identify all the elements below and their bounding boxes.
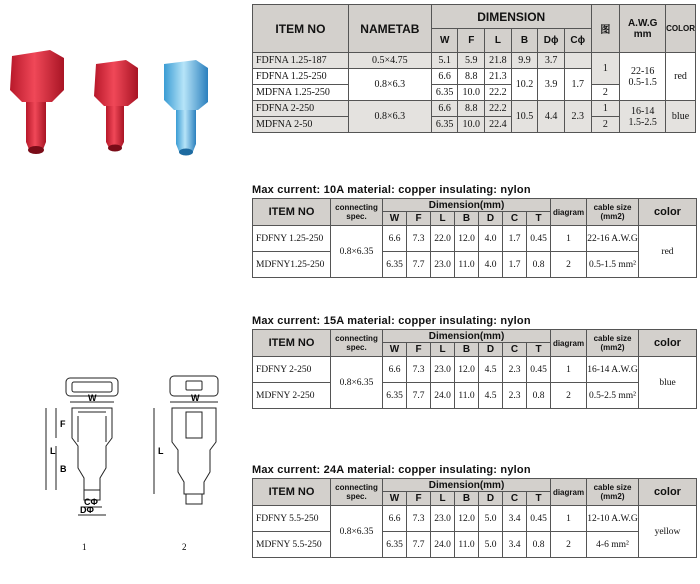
dim-w: 6.6 — [383, 506, 407, 532]
dim-b: 12.0 — [455, 506, 479, 532]
blue-connector — [164, 60, 208, 156]
dim-f: 7.3 — [407, 506, 431, 532]
header-spec: connecting spec. — [331, 479, 383, 506]
header-item-no: ITEM NO — [253, 199, 331, 226]
header-dimension: Dimension(mm) — [383, 330, 551, 343]
header-diagram: diagram — [551, 199, 587, 226]
item-no: MDFNY1.25-250 — [253, 252, 331, 278]
section-table — [252, 198, 697, 278]
diagram-2 — [154, 376, 218, 504]
col-w: W — [431, 29, 458, 53]
header-item-no: ITEM NO — [253, 479, 331, 506]
dim-l: 24.0 — [431, 532, 455, 558]
dim-b: 12.0 — [455, 357, 479, 383]
table-row — [253, 506, 697, 532]
table-row — [253, 357, 697, 383]
cable-size: 4-6 mm² — [587, 532, 639, 558]
color-value: yellow — [639, 506, 697, 558]
col-c: C — [503, 212, 527, 226]
diagram-label-1: 1 — [82, 542, 87, 552]
col-d: Dϕ — [538, 29, 565, 53]
header-nametab: NAMETAB — [348, 5, 431, 53]
dim-l-2: L — [158, 446, 164, 456]
section-caption: Max current: 24A material: copper insulating: nylon — [252, 464, 531, 476]
header-color: COLOR — [666, 5, 696, 53]
col-f: F — [407, 212, 431, 226]
col-l: L — [431, 492, 455, 506]
col-d: D — [479, 343, 503, 357]
col-w: W — [383, 343, 407, 357]
cable-size: 0.5-1.5 mm² — [587, 252, 639, 278]
col-b: B — [455, 343, 479, 357]
col-b: B — [455, 492, 479, 506]
col-c: C — [503, 492, 527, 506]
col-l: L — [431, 343, 455, 357]
section-table — [252, 478, 697, 558]
dim-b: 11.0 — [455, 532, 479, 558]
col-f: F — [407, 343, 431, 357]
dim-b: 11.0 — [455, 383, 479, 409]
header-spec: connecting spec. — [331, 330, 383, 357]
header-item-no: ITEM NO — [253, 330, 331, 357]
col-f: F — [458, 29, 485, 53]
dim-f-1: F — [60, 419, 66, 429]
col-t: T — [527, 212, 551, 226]
col-c: C — [503, 343, 527, 357]
table-row — [253, 532, 697, 558]
col-b: B — [511, 29, 538, 53]
diagram-label-2: 2 — [182, 542, 187, 552]
header-color: color — [639, 199, 697, 226]
table-row — [253, 383, 697, 409]
col-d: D — [479, 212, 503, 226]
dim-b-1: B — [60, 464, 67, 474]
dim-t: 0.45 — [527, 226, 551, 252]
dim-t: 0.8 — [527, 532, 551, 558]
header-cable: cable size (mm2) — [587, 199, 639, 226]
dim-d: 4.5 — [479, 383, 503, 409]
section-caption: Max current: 10A material: copper insulating: nylon — [252, 184, 531, 196]
dim-w: 6.6 — [383, 226, 407, 252]
dim-f: 7.3 — [407, 226, 431, 252]
dim-t: 0.45 — [527, 357, 551, 383]
header-item-no: ITEM NO — [253, 5, 349, 53]
technical-drawing — [20, 372, 230, 572]
header-cable: cable size (mm2) — [587, 479, 639, 506]
dim-c: 2.3 — [503, 383, 527, 409]
table-row — [253, 226, 697, 252]
dim-l: 24.0 — [431, 383, 455, 409]
header-color: color — [639, 330, 697, 357]
dim-d: 4.0 — [479, 226, 503, 252]
col-t: T — [527, 343, 551, 357]
section-table — [252, 329, 697, 409]
dim-w: 6.35 — [383, 532, 407, 558]
table-row: FDFNA 1.25-187 0.5×4.75 5.1 5.9 21.8 9.9 3.7 1 22-16 0.5-1.5 red — [253, 53, 696, 69]
dim-d: 5.0 — [479, 532, 503, 558]
dim-t: 0.8 — [527, 252, 551, 278]
red-connector-small — [94, 60, 138, 152]
header-diagram: 图 — [591, 5, 620, 53]
col-t: T — [527, 492, 551, 506]
cable-size: 12-10 A.W.G — [587, 506, 639, 532]
connecting-spec: 0.8×6.35 — [331, 226, 383, 278]
col-w: W — [383, 492, 407, 506]
diagram-no: 2 — [551, 532, 587, 558]
main-spec-table — [252, 4, 696, 133]
col-b: B — [455, 212, 479, 226]
table-row — [253, 252, 697, 278]
color-value: red — [639, 226, 697, 278]
item-no: MDFNY 5.5-250 — [253, 532, 331, 558]
dim-c: 1.7 — [503, 226, 527, 252]
diagram-no: 1 — [551, 506, 587, 532]
cable-size: 22-16 A.W.G — [587, 226, 639, 252]
dim-l: 22.0 — [431, 226, 455, 252]
header-spec: connecting spec. — [331, 199, 383, 226]
header-cable: cable size (mm2) — [587, 330, 639, 357]
connecting-spec: 0.8×6.35 — [331, 357, 383, 409]
section-caption: Max current: 15A material: copper insulating: nylon — [252, 315, 531, 327]
dim-d: 5.0 — [479, 506, 503, 532]
product-photo — [0, 40, 250, 170]
header-dimension: Dimension(mm) — [383, 199, 551, 212]
dim-d: 4.5 — [479, 357, 503, 383]
color-value: blue — [639, 357, 697, 409]
dim-f: 7.3 — [407, 357, 431, 383]
dim-l: 23.0 — [431, 506, 455, 532]
col-f: F — [407, 492, 431, 506]
dim-l-1: L — [50, 446, 56, 456]
dim-c-1: CΦ — [84, 497, 98, 507]
header-dimension: DIMENSION — [431, 5, 591, 29]
dim-f: 7.7 — [407, 252, 431, 278]
dim-f: 7.7 — [407, 532, 431, 558]
item-no: MDFNY 2-250 — [253, 383, 331, 409]
dim-d-1: DΦ — [80, 505, 94, 515]
dim-l: 23.0 — [431, 357, 455, 383]
item-no: FDFNY 2-250 — [253, 357, 331, 383]
dim-b: 12.0 — [455, 226, 479, 252]
col-l: L — [485, 29, 512, 53]
dim-c: 3.4 — [503, 532, 527, 558]
dim-c: 1.7 — [503, 252, 527, 278]
table-row: FDFNA 2-250 0.8×6.3 6.6 8.8 22.2 10.5 4.4 2.3 1 16-14 1.5-2.5 blue — [253, 101, 696, 117]
header-diagram: diagram — [551, 330, 587, 357]
dim-f: 7.7 — [407, 383, 431, 409]
table-row: MDFNA 1.25-250 6.35 10.0 22.2 2 — [253, 85, 696, 101]
dim-b: 11.0 — [455, 252, 479, 278]
dim-w-2: W — [191, 393, 200, 403]
header-dimension: Dimension(mm) — [383, 479, 551, 492]
dim-t: 0.8 — [527, 383, 551, 409]
col-c: Cϕ — [564, 29, 591, 53]
cable-size: 0.5-2.5 mm² — [587, 383, 639, 409]
diagram-no: 1 — [551, 226, 587, 252]
red-connector-large — [10, 50, 64, 154]
dim-w: 6.6 — [383, 357, 407, 383]
dim-d: 4.0 — [479, 252, 503, 278]
diagram-no: 2 — [551, 252, 587, 278]
col-d: D — [479, 492, 503, 506]
dim-c: 3.4 — [503, 506, 527, 532]
header-awg: A.W.G mm — [620, 5, 666, 53]
header-diagram: diagram — [551, 479, 587, 506]
table-row: MDFNA 2-50 6.35 10.0 22.4 2 — [253, 117, 696, 133]
connecting-spec: 0.8×6.35 — [331, 506, 383, 558]
diagram-no: 1 — [551, 357, 587, 383]
cable-size: 16-14 A.W.G — [587, 357, 639, 383]
col-l: L — [431, 212, 455, 226]
dim-w: 6.35 — [383, 252, 407, 278]
table-row: FDFNA 1.25-250 0.8×6.3 6.6 8.8 21.3 10.2 3.9 1.7 — [253, 69, 696, 85]
diagram-1 — [46, 378, 118, 515]
col-w: W — [383, 212, 407, 226]
dim-w: 6.35 — [383, 383, 407, 409]
dim-w-1: W — [88, 393, 97, 403]
diagram-no: 2 — [551, 383, 587, 409]
item-no: FDFNY 5.5-250 — [253, 506, 331, 532]
item-no: FDFNY 1.25-250 — [253, 226, 331, 252]
dim-t: 0.45 — [527, 506, 551, 532]
header-color: color — [639, 479, 697, 506]
dim-l: 23.0 — [431, 252, 455, 278]
dim-c: 2.3 — [503, 357, 527, 383]
